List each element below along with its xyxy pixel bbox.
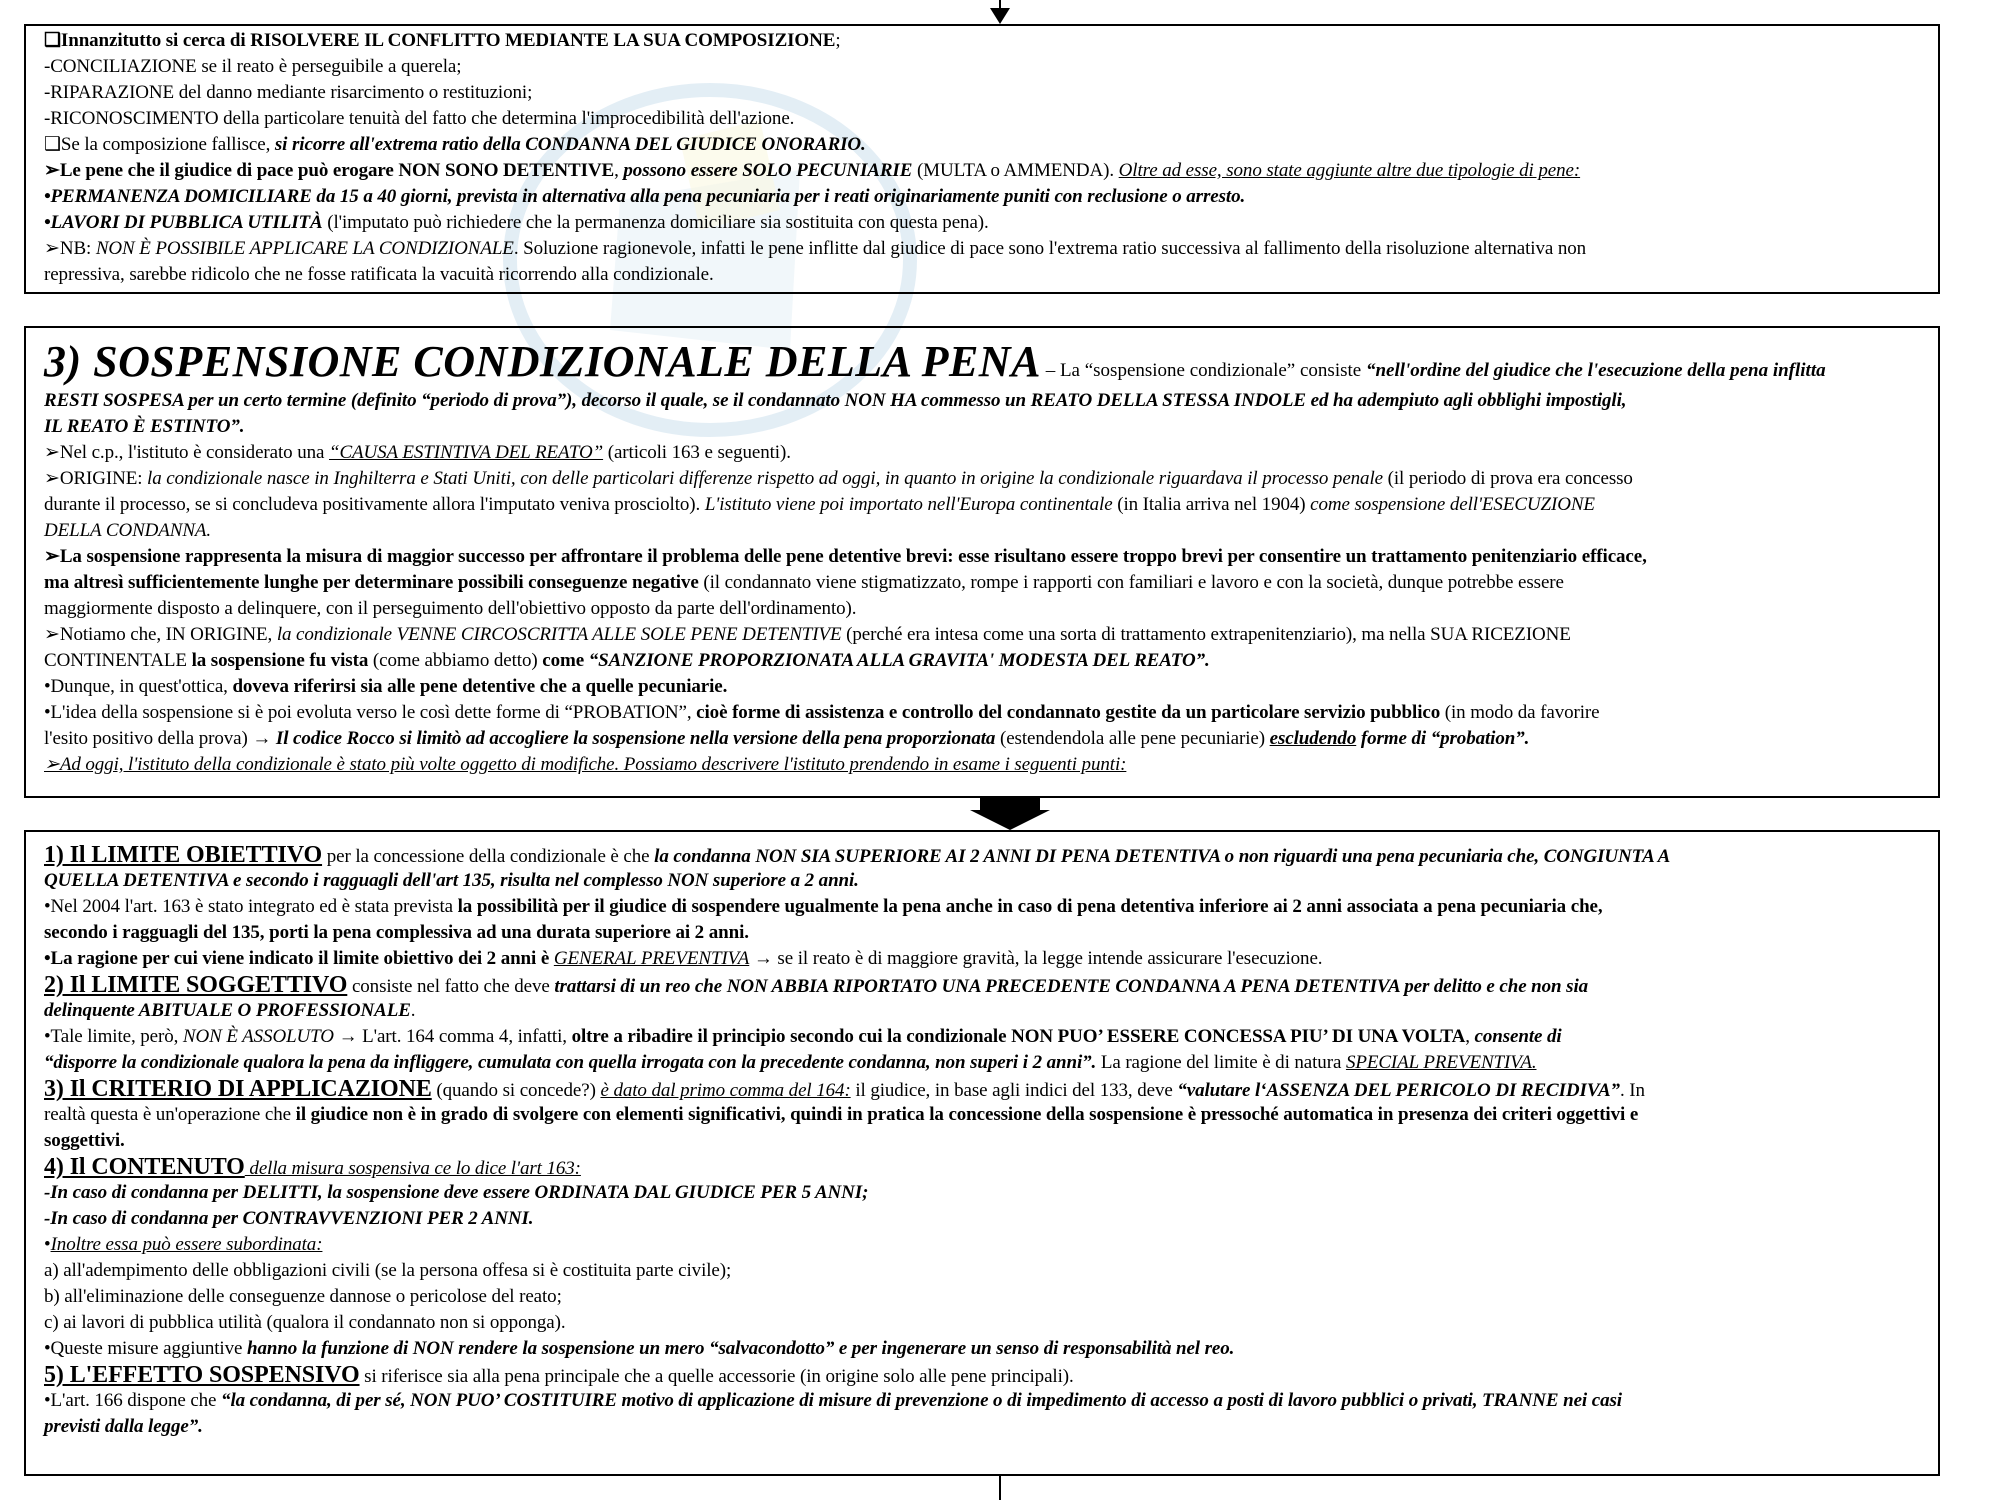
text-run (654, 846, 1670, 867)
text-run: è dato dal primo comma del 164: (600, 1080, 851, 1101)
bottom-connector-line (999, 1476, 1001, 1500)
text-run: (l'imputato può richiedere che la permanenza domiciliare sia sostituita con questa pena). (322, 212, 989, 233)
text-run (44, 754, 1126, 775)
text-run (221, 1390, 1622, 1411)
text-run: forme di “probation”. (1356, 728, 1530, 749)
text-run: (quando si concede?) (431, 1080, 601, 1101)
text-line (44, 210, 1928, 236)
text-line (44, 946, 1928, 972)
text-run: •Dunque, in quest'ottica, (44, 676, 233, 697)
text-line (44, 920, 1928, 946)
text-run: ❑Innanzitutto si cerca di RISOLVERE IL CONFLITTO MEDIANTE LA SUA COMPOSIZIONE (44, 30, 836, 51)
text-run (1177, 1080, 1620, 1101)
text-run: (MULTA o AMMENDA). (912, 160, 1119, 181)
text-run: realtà questa è un'operazione che (44, 1104, 296, 1125)
text-run: la sospensione fu vista (191, 650, 369, 671)
text-run: -In caso di condanna per (44, 1182, 243, 1203)
text-run: •La ragione per cui viene indicato il limite obiettivo dei 2 anni è (44, 948, 554, 969)
text-line (44, 700, 1928, 726)
text-run: della misura sospensiva ce lo dice l'art 163: (244, 1158, 581, 1179)
text-line: -CONCILIAZIONE se il reato è perseguibile a querela; (44, 56, 462, 77)
text-run: (come abbiamo detto) (368, 650, 543, 671)
text-run: ➢ORIGINE: (44, 468, 148, 489)
text-run: . (410, 1000, 416, 1021)
text-run: → L'art. 164 comma 4, infatti, (333, 1026, 572, 1047)
text-run: “CAUSA ESTINTIVA DEL REATO” (328, 442, 604, 463)
text-run: RESTI SOSPESA per un certo termine (definito “periodo di prova”), decorso il quale, se il condannato NON HA commesso un REATO DELLA STESSA INDOLE ed ha adempiuto agli obblighi impostigli, (44, 390, 1627, 411)
text-line (44, 622, 1928, 648)
text-run: si riferisce sia alla pena principale che a quelle accessorie (in origine solo alle pene principali). (359, 1366, 1074, 1387)
section-box-sospensione: 3) SOSPENSIONE CONDIZIONALE DELLA PENA – La “sospensione condizionale” consiste “nell'ordine del giudice che l'esecuzione della pena inflitta RESTI SOSPESA per un certo termine (definito “periodo di prova”), decorso il quale, se il condannato NON HA commesso un REATO DELLA STESSA INDOLE ed ha adempiuto agli obblighi impostigli, IL REATO È ESTINTO”. ➢Nel c.p., l'istituto è considerato una “CAUSA ESTINTIVA DEL REATO” (articoli 163 e seguenti). ➢ORIGINE: la condizionale nasce in Inghilterra e Stati Uniti, con delle particolari differenze rispetto ad oggi, in quanto in origine la condizionale riguardava il processo penale (il periodo di prova era concesso durante il processo, se si concludeva positivamente allora l'imputato veniva prosciolto). L'istituto viene poi importato nell'Europa continentale (in Italia arriva nel 1904) come sospensione dell'ESECUZIONE DELLA CONDANNA. ➢La sospensione rappresenta la misura di maggior successo per affrontare il problema delle pene detentive brevi: esse risultano essere troppo brevi per consentire un trattamento penitenziario efficace, ma altresì sufficientemente lunghe per determinare possibili conseguenze negative (il condannato viene stigmatizzato, rompe i rapporti con familiari e lavoro e con la società, dunque potrebbe essere maggiormente disposto a delinquere, con il perseguimento dell'obiettivo opposto da parte dell'ordinamento). ➢Notiamo che, IN ORIGINE, la condizionale VENNE CIRCOSCRITTA ALLE SOLE PENE DETENTIVE (perché era intesa come una sorta di trattamento extrapenitenziario), ma nella SUA RICEZIONE CONTINENTALE la sospensione fu vista (come abbiamo detto) come “SANZIONE PROPORZIONATA ALLA GRAVITA' MODESTA DEL REATO”. •Dunque, in quest'ottica, doveva riferirsi sia alle pene detentive che a quelle pecuniarie. •L'idea della sospensione si è poi evoluta verso le così dette forme di “PROBATION”, cioè forme di assistenza e controllo del condannato gestite da un particolare servizio pubblico (in modo da favorire l'esito positivo della prova) → Il codice Rocco si limitò ad accogliere la sospensione nella versione della pena proporzionata (estendendola alle pene pecuniarie) escludendo forme di “probation”. ➢Ad oggi, l'istituto della condizionale è stato più volte oggetto di modifiche. Possiamo descrivere l'istituto prendendo in esame i seguenti punti: (24, 326, 1940, 798)
text-line (44, 674, 1928, 700)
text-line (44, 158, 1928, 184)
text-run: (articoli 163 e seguenti). (603, 442, 791, 463)
text-line (44, 1336, 1928, 1362)
text-run: La ragione del limite è di natura (1096, 1052, 1346, 1073)
text-run: •PERMANENZA DOMICILIARE da 15 a 40 giorni, prevista in alternativa alla pena pecuniaria per i reati originariamente puniti con reclusione o arresto. (44, 186, 1246, 207)
text-run (44, 1416, 203, 1437)
text-run: come sospensione dell'ESECUZIONE (1310, 494, 1595, 515)
text-run: ➢Le pene che il giudice di pace può erogare NON SONO DETENTIVE (44, 160, 615, 181)
text-run (44, 186, 1245, 207)
text-run (584, 650, 1210, 671)
text-run: QUELLA DETENTIVA e secondo i ragguagli dell'art 135, risulta nel complesso NON superiore a 2 anni. (44, 870, 859, 891)
text-run: •Nel 2004 l'art. 163 è stato integrato ed è stata prevista (44, 896, 458, 917)
text-run (329, 442, 603, 463)
heading-effetto-sospensivo: 5) L'EFFETTO SOSPENSIVO (44, 1362, 360, 1388)
text-run (252, 728, 995, 749)
text-run: . In (1619, 1080, 1645, 1101)
text-line (44, 1232, 1928, 1258)
text-run: (in modo da favorire (1440, 702, 1600, 723)
text-line: c) ai lavori di pubblica utilità (qualora il condannato non si opponga). (44, 1312, 566, 1333)
text-run (44, 390, 1626, 411)
text-run: ma altresì sufficientemente lunghe per determinare possibili conseguenze negative (44, 572, 699, 593)
text-run: la condanna NON SIA SUPERIORE AI 2 ANNI DI PENA DETENTIVA o non riguardi una pena pecuniaria che, CONGIUNTA A (654, 846, 1671, 867)
text-run: ; (835, 30, 841, 51)
text-run: “valutare l‘ASSENZA DEL PERICOLO DI RECIDIVA” (1177, 1080, 1620, 1101)
heading-limite-soggettivo: 2) Il LIMITE SOGGETTIVO (44, 972, 348, 998)
text-run: (il periodo di prova era concesso (1382, 468, 1633, 489)
text-run (44, 1208, 243, 1229)
text-run: delinquente ABITUALE O PROFESSIONALE (44, 1000, 411, 1021)
text-run (600, 1080, 850, 1101)
text-run (44, 1052, 1096, 1073)
text-line (44, 972, 1928, 998)
text-line: a) all'adempimento delle obbligazioni civili (se la persona offesa si è costituita parte civile); (44, 1260, 732, 1281)
text-run: ➢Notiamo che, IN ORIGINE, (44, 624, 277, 645)
text-run: ➢Nel c.p., l'istituto è considerato una (44, 442, 329, 463)
text-line (44, 1206, 1928, 1232)
text-line (44, 1414, 1928, 1440)
text-run (51, 1234, 323, 1255)
text-line (44, 842, 1928, 868)
text-run: → se il reato è di maggiore gravità, la legge intende assicurare l'esecuzione. (749, 948, 1323, 969)
text-run: -In caso di condanna per (44, 1208, 243, 1229)
text-run: consente di (1474, 1026, 1562, 1047)
text-run: SPECIAL PREVENTIVA. (1345, 1052, 1537, 1073)
text-line (44, 466, 1928, 492)
text-run: NON È ASSOLUTO (182, 1026, 334, 1047)
text-run: •L'art. 166 dispone che (44, 1390, 222, 1411)
text-run: “SANZIONE PROPORZIONATA ALLA GRAVITA' MODESTA DEL REATO”. (584, 650, 1210, 671)
text-run (1356, 728, 1529, 749)
text-run: L'istituto viene poi importato nell'Europa continentale (704, 494, 1113, 515)
text-run (44, 1000, 411, 1021)
text-run: “disporre la condizionale qualora la pena da infliggere, cumulata con quella irrogata con la precedente condanna, non superi i 2 anni”. (44, 1052, 1097, 1073)
text-line (44, 388, 1928, 414)
text-run: trattarsi di un reo che NON ABBIA RIPORTATO UNA PRECEDENTE CONDANNA A PENA DETENTIVA per delitto e che non sia (554, 976, 1589, 997)
text-line (44, 544, 1928, 570)
text-run: •Tale limite, però, (44, 1026, 183, 1047)
text-run: → Il codice Rocco si limitò ad accogliere la sospensione nella versione della pena proporzionata (252, 728, 996, 749)
text-line (44, 1024, 1928, 1050)
text-run: si ricorre all'extrema ratio della CONDANNA DEL GIUDICE ONORARIO. (274, 134, 866, 155)
text-line (44, 414, 1928, 440)
text-run: cioè forme di assistenza e controllo del condannato gestite da un particolare servizio pubblico (696, 702, 1441, 723)
text-run (1475, 1026, 1562, 1047)
text-line (44, 132, 1928, 158)
text-run: ➢La sospensione rappresenta la misura di maggior successo per affrontare il problema delle pene detentive brevi: esse risultano essere troppo brevi per consentire un trattamento penitenziario efficace, (44, 546, 1647, 567)
text-run (1346, 1052, 1537, 1073)
text-run: Oltre ad esse, sono state aggiunte altre due tipologie di pene: (1118, 160, 1581, 181)
text-run: consiste nel fatto che deve (347, 976, 555, 997)
text-run: la condizionale nasce in Inghilterra e Stati Uniti, con delle particolari differenze rispetto ad oggi, in quanto in origine la condizionale riguardava il processo penale (147, 468, 1383, 489)
text-run: durante il processo, se si concludeva positivamente allora l'imputato veniva prosciolto). (44, 494, 705, 515)
text-line (44, 440, 1928, 466)
text-run: ➢Ad oggi, l'istituto della condizionale è stato più volte oggetto di modifiche. Possiamo descrivere l'istituto prendendo in esame i seguenti punti: (44, 754, 1127, 775)
heading-criterio-applicazione: 3) Il CRITERIO DI APPLICAZIONE (44, 1076, 432, 1102)
section-box-composizione (24, 24, 1940, 294)
section-title: 3) SOSPENSIONE CONDIZIONALE DELLA PENA (44, 337, 1041, 386)
text-run: l'esito positivo della prova) (44, 728, 253, 749)
text-run: hanno la funzione di NON rendere la sospensione un mero “salvacondotto” e per ingenerare un senso di responsabilità nel reo. (246, 1338, 1235, 1359)
text-run (1270, 728, 1357, 749)
text-line (44, 998, 1928, 1024)
text-run: • (44, 1234, 51, 1255)
text-run: , (614, 160, 624, 181)
text-line (44, 1388, 1928, 1414)
text-run: previsti dalla legge”. (44, 1416, 203, 1437)
section-box-punti (24, 830, 1940, 1476)
text-run: •LAVORI DI PUBBLICA UTILITÀ (44, 212, 323, 233)
text-run (554, 948, 749, 969)
text-run (44, 870, 859, 891)
text-run: CONTRAVVENZIONI PER 2 ANNI. (242, 1208, 534, 1229)
text-line (44, 894, 1928, 920)
text-line (44, 1050, 1928, 1076)
text-line (44, 648, 1928, 674)
text-line (44, 726, 1928, 752)
text-run (44, 1182, 243, 1203)
text-line (44, 236, 1928, 262)
text-line (44, 1076, 1928, 1102)
text-run: (perché era intesa come una sorta di trattamento extrapenitenziario), ma nella SUA RICEZIONE (841, 624, 1571, 645)
text-run (1270, 728, 1357, 749)
text-run (623, 160, 912, 181)
text-line (44, 570, 1928, 596)
text-run: ➢NB: (44, 238, 96, 259)
text-run: come (542, 650, 585, 671)
text-run: GENERAL PREVENTIVA (553, 948, 750, 969)
text-run (275, 134, 866, 155)
text-run: . Soluzione ragionevole, infatti le pene inflitte dal giudice di pace sono l'extrema ratio successiva al fallimento della risoluzione alternativa non (513, 238, 1587, 259)
text-run: secondo i ragguagli del 135, porti la pena complessiva ad una durata superiore ai 2 anni. (44, 922, 749, 943)
text-run: doveva riferirsi sia alle pene detentive che a quelle pecuniarie. (232, 676, 728, 697)
text-run: possono essere SOLO PECUNIARIE (623, 160, 913, 181)
text-run (243, 1182, 869, 1203)
text-run: (estendendola alle pene pecuniarie) (995, 728, 1270, 749)
text-run: ❑Se la composizione fallisce, (44, 134, 275, 155)
text-run: la condizionale VENNE CIRCOSCRITTA ALLE SOLE PENE DETENTIVE (276, 624, 842, 645)
text-run: il giudice non è in grado di svolgere con elementi significativi, quindi in pratica la concessione della sospensione è pressoché automatica in presenza dei criteri oggettivi e (295, 1104, 1639, 1125)
text-line (44, 1154, 1928, 1180)
text-line (44, 752, 1928, 778)
text-run: Inoltre essa può essere subordinata: (50, 1234, 323, 1255)
text-run: escludendo (1269, 728, 1357, 749)
text-run: la possibilità per il giudice di sospendere ugualmente la pena anche in caso di pena detentiva inferiore ai 2 anni associata a pena pecuniaria che, (457, 896, 1603, 917)
text-run: il giudice, in base agli indici del 133, deve (850, 1080, 1178, 1101)
text-line (44, 1362, 1928, 1388)
text-line: maggiormente disposto a delinquere, con il perseguimento dell'obiettivo opposto da parte dell'ordinamento). (44, 598, 857, 619)
text-run: DELITTI, la sospensione deve essere ORDINATA DAL GIUDICE PER 5 ANNI; (242, 1182, 869, 1203)
text-run: •L'idea della sospensione si è poi evoluta verso le così dette forme di “PROBATION”, (44, 702, 697, 723)
text-run: per la concessione della condizionale è che (322, 846, 655, 867)
heading-limite-obiettivo: 1) Il LIMITE OBIETTIVO (44, 842, 323, 868)
arrow-down-icon (970, 796, 1050, 830)
text-run (44, 416, 244, 437)
text-run: “la condanna, di per sé, NON PUO’ COSTITUIRE motivo di applicazione di misure di prevenzione o di impedimento di accesso a posti di lavoro pubblici o privati, TRANNE nei casi (221, 1390, 1622, 1411)
arrow-down-icon (990, 8, 1010, 24)
text-run: (il condannato viene stigmatizzato, rompe i rapporti con familiari e lavoro e con la società, dunque potrebbe essere (698, 572, 1564, 593)
text-line (44, 1128, 1928, 1154)
text-run (554, 976, 1588, 997)
text-run: soggettivi. (44, 1130, 125, 1151)
text-run (243, 1208, 534, 1229)
text-run (1119, 160, 1580, 181)
text-run (247, 1338, 1234, 1359)
text-line (44, 492, 1928, 518)
text-line (44, 868, 1928, 894)
text-line: b) all'eliminazione delle conseguenze dannose o pericolose del reato; (44, 1286, 562, 1307)
text-line (44, 1180, 1928, 1206)
text-run: oltre a ribadire il principio secondo cui la condizionale NON PUO’ ESSERE CONCESSA PIU’ DI UNA VOLTA (571, 1026, 1466, 1047)
text-run: CONTINENTALE (44, 650, 192, 671)
text-run: NON È POSSIBILE APPLICARE LA CONDIZIONALE (95, 238, 514, 259)
text-line: -RIPARAZIONE del danno mediante risarcimento o restituzioni; (44, 82, 533, 103)
text-line: repressiva, sarebbe ridicolo che ne fosse ratificata la vacuità ricorrendo alla condizionale. (44, 264, 714, 285)
text-run: IL REATO È ESTINTO”. (44, 416, 245, 437)
text-line (44, 518, 1928, 544)
text-run (44, 212, 323, 233)
text-line (44, 184, 1928, 210)
text-run: (in Italia arriva nel 1904) (1112, 494, 1311, 515)
text-line: -RICONOSCIMENTO della particolare tenuità del fatto che determina l'improcedibilità dell'azione. (44, 108, 795, 129)
heading-contenuto: 4) Il CONTENUTO (44, 1154, 245, 1180)
text-run: •Queste misure aggiuntive (44, 1338, 247, 1359)
text-run: DELLA CONDANNA. (44, 520, 212, 541)
text-run: , (1465, 1026, 1475, 1047)
text-line (44, 28, 1928, 54)
text-run (245, 1158, 581, 1179)
text-line (44, 1102, 1928, 1128)
